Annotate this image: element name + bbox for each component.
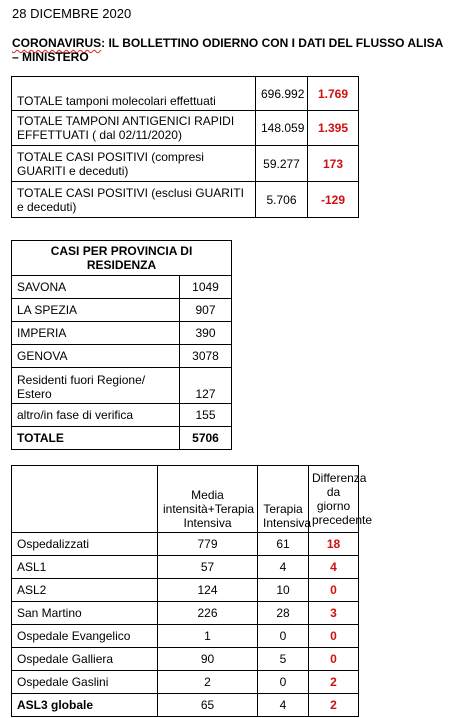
hospital-diff: 2: [309, 671, 359, 694]
header-diff: Differenza da giorno precedente: [309, 466, 359, 533]
province-value: 3078: [180, 345, 232, 368]
hospital-row: [12, 602, 359, 625]
summary-delta: -129: [308, 182, 359, 218]
province-name: LA SPEZIA: [12, 299, 180, 322]
header-terapia: Terapia Intensiva: [258, 466, 309, 533]
hospital-ti: 0: [258, 671, 309, 694]
hospital-name: ASL1: [12, 556, 158, 579]
province-value: 1049: [180, 276, 232, 299]
hospital-row: [12, 694, 359, 717]
summary-value: 5.706: [256, 182, 308, 218]
province-row: [12, 368, 232, 404]
hospital-diff: 3: [309, 602, 359, 625]
summary-row: [12, 146, 359, 182]
summary-label: TOTALE TAMPONI ANTIGENICI RAPIDI EFFETTUATI ( dal 02/11/2020): [12, 111, 256, 146]
hospital-ti: 0: [258, 625, 309, 648]
province-value: 390: [180, 322, 232, 345]
hospital-media: 1: [158, 625, 258, 648]
province-name: altro/in fase di verifica: [12, 404, 180, 427]
hospital-row: [12, 671, 359, 694]
hospital-diff: 0: [309, 625, 359, 648]
province-row: [12, 299, 232, 322]
hospital-diff: 0: [309, 579, 359, 602]
province-value: 155: [180, 404, 232, 427]
hospital-ti: 5: [258, 648, 309, 671]
headline-keyword: CORONAVIRUS: [12, 36, 102, 50]
province-row: [12, 404, 232, 427]
hospital-row: [12, 556, 359, 579]
province-name: Residenti fuori Regione/ Estero: [12, 368, 180, 404]
hospital-table: [11, 465, 373, 717]
hospital-name: Ospedale Evangelico: [12, 625, 158, 648]
province-total-label: TOTALE: [12, 427, 180, 450]
headline-rest: : IL BOLLETTINO ODIERNO CON I DATI DEL FLUSSO ALISA – MINISTERO: [12, 36, 443, 64]
summary-row: [12, 111, 359, 146]
province-total-row: [12, 427, 232, 450]
hospital-media: 124: [158, 579, 258, 602]
province-name: SAVONA: [12, 276, 180, 299]
header-media: Media intensità+Terapia Intensiva: [158, 466, 258, 533]
bulletin-headline: [12, 36, 452, 64]
province-total-value: 5706: [180, 427, 232, 450]
hospital-name: Ospedale Galliera: [12, 648, 158, 671]
hospital-row: [12, 648, 359, 671]
summary-value: 59.277: [256, 146, 308, 182]
hospital-ti: 10: [258, 579, 309, 602]
summary-label: TOTALE CASI POSITIVI (compresi GUARITI e deceduti): [12, 146, 256, 182]
province-name: IMPERIA: [12, 322, 180, 345]
hospital-name: Ospedalizzati: [12, 533, 158, 556]
summary-label: TOTALE CASI POSITIVI (esclusi GUARITI e deceduti): [12, 182, 256, 218]
province-row: [12, 345, 232, 368]
province-value: 907: [180, 299, 232, 322]
hospital-ti: 4: [258, 556, 309, 579]
hospital-diff: 4: [309, 556, 359, 579]
hospital-name: ASL3 globale: [12, 694, 158, 717]
hospital-media: 57: [158, 556, 258, 579]
summary-delta: 1.769: [308, 77, 359, 111]
province-table: [11, 240, 232, 450]
hospital-media: 65: [158, 694, 258, 717]
hospital-row: [12, 579, 359, 602]
hospital-media: 90: [158, 648, 258, 671]
summary-row: [12, 77, 359, 111]
hospital-row: [12, 533, 359, 556]
province-name: GENOVA: [12, 345, 180, 368]
hospital-diff: 0: [309, 648, 359, 671]
summary-value: 148.059: [256, 111, 308, 146]
province-row: [12, 322, 232, 345]
hospital-media: 226: [158, 602, 258, 625]
hospital-name: ASL2: [12, 579, 158, 602]
hospital-ti: 4: [258, 694, 309, 717]
hospital-diff: 18: [309, 533, 359, 556]
hospital-media: 2: [158, 671, 258, 694]
summary-delta: 173: [308, 146, 359, 182]
summary-row: [12, 182, 359, 218]
province-header: CASI PER PROVINCIA DI RESIDENZA: [12, 241, 232, 276]
hospital-ti: 28: [258, 602, 309, 625]
hospital-header-row: [12, 466, 359, 533]
summary-label: TOTALE tamponi molecolari effettuati: [12, 77, 256, 111]
hospital-ti: 61: [258, 533, 309, 556]
summary-table: [11, 76, 359, 218]
province-row: [12, 276, 232, 299]
province-value: 127: [180, 368, 232, 404]
summary-value: 696.992: [256, 77, 308, 111]
hospital-name: San Martino: [12, 602, 158, 625]
hospital-row: [12, 625, 359, 648]
hospital-diff: 2: [309, 694, 359, 717]
summary-delta: 1.395: [308, 111, 359, 146]
bulletin-date: 28 DICEMBRE 2020: [12, 6, 132, 21]
hospital-name: Ospedale Gaslini: [12, 671, 158, 694]
hospital-media: 779: [158, 533, 258, 556]
